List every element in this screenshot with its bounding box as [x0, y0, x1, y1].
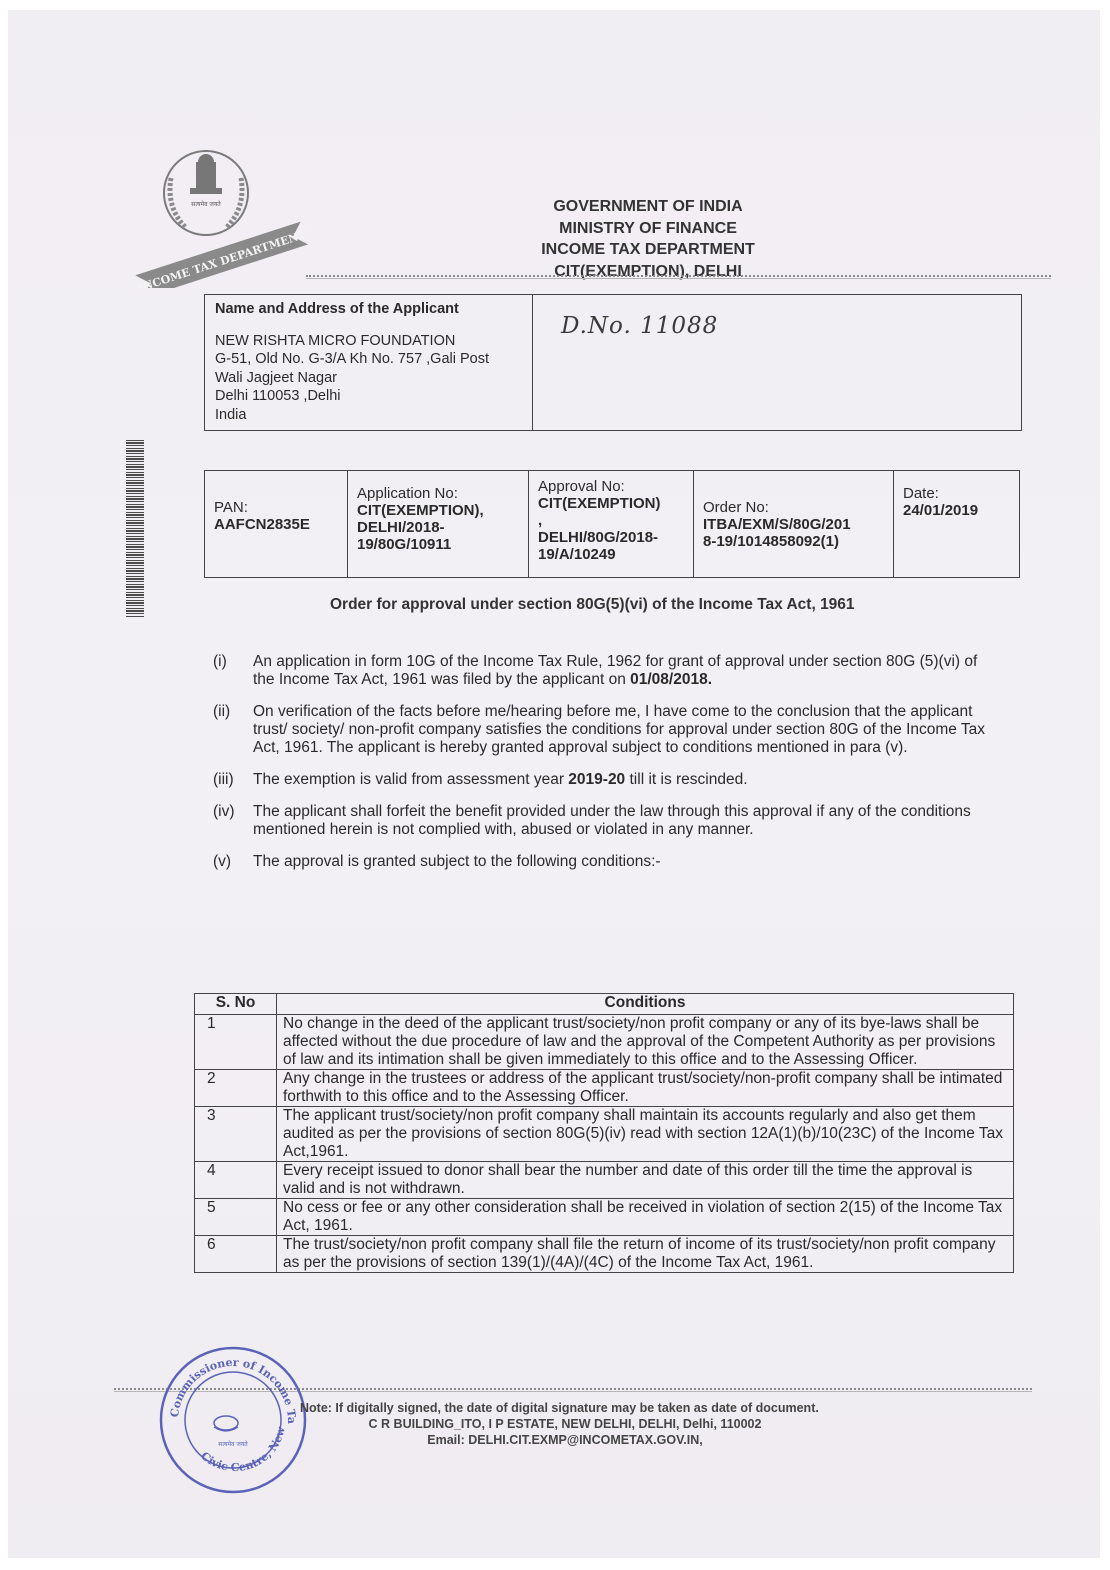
application-value: DELHI/2018-: [357, 519, 445, 536]
applicant-box: [204, 294, 1022, 431]
paragraph-text-body: The exemption is valid from assessment year: [253, 771, 569, 788]
header-government: GOVERNMENT OF INDIA: [553, 198, 743, 215]
svg-text:Commissioner of Income Tax Off: [156, 1343, 298, 1424]
paragraph-number: (ii): [213, 703, 231, 720]
order-value: ITBA/EXM/S/80G/201: [703, 516, 851, 533]
footer-note: Note: If digitally signed, the date of digital signature may be taken as date of document.: [300, 1401, 819, 1415]
applicant-address-line: Wali Jagjeet Nagar: [215, 369, 337, 386]
header-office: CIT(EXEMPTION), DELHI: [554, 262, 742, 280]
pan-value: AAFCN2835E: [214, 516, 310, 533]
application-number-cell: [348, 471, 529, 577]
approval-value: DELHI/80G/2018-: [538, 529, 659, 546]
approval-value: CIT(EXEMPTION): [538, 495, 661, 512]
emblem-motto: सत्यमेव जयते: [191, 201, 221, 208]
row-number: 6: [195, 1236, 277, 1273]
condition-text: Every receipt issued to donor shall bear the number and date of this order till the time the approval is valid and is not withdrawn.: [277, 1162, 1014, 1199]
application-value: 19/80G/10911: [357, 536, 452, 553]
applicant-details: [205, 295, 533, 430]
paragraph-text: [253, 653, 1003, 689]
header-divider: [306, 275, 1051, 279]
applicant-address-line: Delhi 110053 ,Delhi: [215, 388, 341, 404]
table-row: [195, 1236, 1014, 1273]
applicant-address-line: G-51, Old No. G-3/A Kh No. 757 ,Gali Post: [215, 351, 490, 367]
paragraph-number: (iv): [213, 803, 235, 820]
paragraph-text-body: An application in form 10G of the Income Tax Rule, 1962 for grant of approval under section 80G (5)(vi) of the Income Tax Act, 1961 was filed by the applicant on: [253, 653, 978, 688]
paragraph: [213, 853, 1003, 871]
paragraph-number: (i): [213, 653, 227, 670]
column-header-conditions: Conditions: [277, 994, 1014, 1015]
document-page: [8, 10, 1100, 1558]
approval-value: ,: [538, 512, 543, 529]
condition-text: Any change in the trustees or address of the applicant trust/society/non-profit company shall be intimated forthwith to this office and to the Assessing Officer.: [277, 1070, 1014, 1107]
paragraph-number: (v): [213, 853, 232, 870]
paragraph-text: The applicant shall forfeit the benefit provided under the law through this approval if any of the conditions mentioned herein is not complied with, abused or violated in any manner.: [253, 803, 971, 838]
paragraph-text: On verification of the facts before me/hearing before me, I have come to the conclusion that the applicant trust/ society/ non-profit company satisfies the conditions for approval under section 80G of the Income Tax Act, 1961. The applicant is hereby granted approval subject to conditions mentioned in para (v).: [253, 703, 986, 756]
application-value: CIT(EXEMPTION),: [357, 502, 484, 519]
row-number: 3: [195, 1107, 277, 1162]
footer-email: Email: DELHI.CIT.EXMP@INCOMETAX.GOV.IN,: [427, 1433, 703, 1447]
handwritten-area: [533, 295, 1021, 430]
table-header-row: [195, 994, 1014, 1015]
order-value: 8-19/1014858092(1): [703, 533, 839, 550]
table-row: [195, 1070, 1014, 1107]
table-row: [195, 1199, 1014, 1236]
applicant-name: NEW RISHTA MICRO FOUNDATION: [215, 332, 456, 349]
row-number: 2: [195, 1070, 277, 1107]
approval-value: 19/A/10249: [538, 546, 616, 563]
table-row: [195, 1162, 1014, 1199]
stamp-outer-text: Commissioner of Income Ta: [168, 1355, 299, 1425]
row-number: 5: [195, 1199, 277, 1236]
approval-label: Approval No:: [538, 478, 625, 495]
column-header-sno: S. No: [195, 994, 277, 1015]
condition-text: No cess or fee or any other consideration shall be received in violation of section 2(15) of the Income Tax Act, 1961.: [277, 1199, 1014, 1236]
table-row: [195, 1015, 1014, 1070]
approval-number-cell: [529, 471, 694, 577]
paragraph-number: (iii): [213, 771, 234, 788]
condition-text: The applicant trust/society/non profit company shall maintain its accounts regularly and also get them audited as per the provisions of section 80G(5)(iv) read with section 12A(1)(b)/10(23C) of the Income Tax Act,1961.: [277, 1107, 1014, 1162]
order-info-table: [204, 470, 1020, 578]
pan-cell: [205, 471, 348, 577]
paragraph-text: The approval is granted subject to the following conditions:-: [253, 853, 661, 870]
pan-label: PAN:: [214, 499, 248, 516]
row-number: 4: [195, 1162, 277, 1199]
applicant-label: Name and Address of the Applicant: [215, 301, 459, 317]
emblem-banner-text: INCOME TAX DEPARTMENT: [136, 227, 308, 288]
header-ministry: MINISTRY OF FINANCE: [559, 219, 737, 237]
conditions-table: [194, 993, 1014, 1273]
date-cell: [894, 471, 1019, 577]
handwritten-dispatch-number: D.No. 11088: [561, 313, 719, 339]
income-tax-emblem-logo: [126, 148, 316, 288]
applicant-address-line: India: [215, 406, 247, 423]
paragraph: [213, 771, 1003, 789]
condition-text: No change in the deed of the applicant trust/society/non profit company or any of its bye-laws shall be affected without the due procedure of law and the approval of the Competent Authority as per provisions of law and its intimation shall be given immediately to this office and to the Assessing Officer.: [277, 1015, 1014, 1070]
application-label: Application No:: [357, 485, 458, 502]
barcode: [126, 440, 144, 618]
order-label: Order No:: [703, 499, 769, 516]
paragraph: [213, 803, 1003, 839]
paragraph: [213, 703, 1003, 757]
filing-date: 01/08/2018.: [630, 671, 713, 688]
stamp-motto: सत्यमेव जयते: [218, 1441, 248, 1448]
document-footer: [300, 1400, 830, 1448]
condition-text: The trust/society/non profit company shall file the return of income of its trust/society/non profit company as per the provisions of section 139(1)/(4A)/(4C) of the Income Tax Act, 1961.: [277, 1236, 1014, 1273]
table-row: [195, 1107, 1014, 1162]
office-seal-stamp: [156, 1343, 311, 1498]
order-number-cell: [694, 471, 894, 577]
order-title: Order for approval under section 80G(5)(vi) of the Income Tax Act, 1961: [330, 596, 855, 613]
row-number: 1: [195, 1015, 277, 1070]
order-paragraphs: [213, 653, 1003, 885]
footer-address: C R BUILDING_ITO, I P ESTATE, NEW DELHI, DELHI, Delhi, 110002: [368, 1417, 762, 1431]
paragraph: [213, 653, 1003, 689]
date-value: 24/01/2019: [903, 502, 979, 519]
stamp-bottom-text: Civic Centre, New: [198, 1425, 288, 1475]
assessment-year: 2019-20: [568, 771, 626, 788]
document-header: [508, 196, 788, 282]
paragraph-text: [253, 771, 1003, 789]
date-label: Date:: [903, 485, 939, 502]
header-department: INCOME TAX DEPARTMENT: [541, 241, 755, 258]
paragraph-text-tail: till it is rescinded.: [625, 771, 748, 788]
